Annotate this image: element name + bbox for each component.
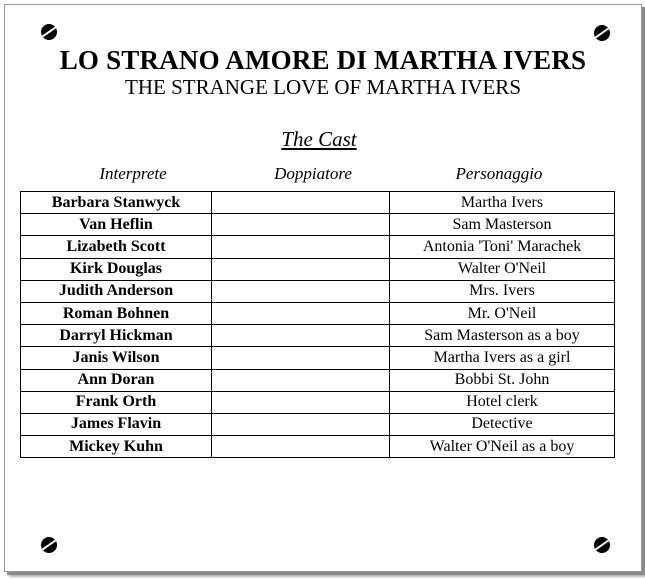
column-header-personaggio: Personaggio: [455, 164, 543, 183]
dubber-cell: [212, 192, 390, 214]
dubber-cell: [212, 347, 390, 369]
cast-plaque: [4, 4, 642, 572]
actor-cell: Mickey Kuhn: [21, 436, 212, 458]
actor-cell: Van Heflin: [21, 214, 212, 236]
actor-cell: Barbara Stanwyck: [21, 192, 212, 214]
column-header-interprete: Interprete: [99, 164, 167, 183]
actor-cell: Janis Wilson: [21, 347, 212, 369]
character-cell: Walter O'Neil: [390, 258, 615, 280]
actor-cell: Judith Anderson: [21, 280, 212, 302]
screw-icon: [41, 537, 57, 553]
table-row: [21, 236, 615, 258]
dubber-cell: [212, 258, 390, 280]
actor-cell: Darryl Hickman: [21, 325, 212, 347]
dubber-cell: [212, 236, 390, 258]
actor-cell: Ann Doran: [21, 369, 212, 391]
dubber-cell: [212, 325, 390, 347]
actor-cell: Roman Bohnen: [21, 302, 212, 324]
character-cell: Antonia 'Toni' Marachek: [390, 236, 615, 258]
table-row: [21, 192, 615, 214]
table-row: [21, 302, 615, 324]
dubber-cell: [212, 369, 390, 391]
character-cell: Martha Ivers as a girl: [390, 347, 615, 369]
table-row: [21, 369, 615, 391]
italian-title: LO STRANO AMORE DI MARTHA IVERS: [59, 45, 587, 75]
screw-icon: [41, 24, 57, 40]
dubber-cell: [212, 413, 390, 435]
cast-heading: The Cast: [281, 127, 357, 151]
character-cell: Bobbi St. John: [390, 369, 615, 391]
screw-icon: [594, 537, 610, 553]
column-header-doppiatore: Doppiatore: [274, 164, 352, 183]
table-row: [21, 347, 615, 369]
character-cell: Detective: [390, 413, 615, 435]
english-title: THE STRANGE LOVE OF MARTHA IVERS: [125, 75, 521, 99]
character-cell: Walter O'Neil as a boy: [390, 436, 615, 458]
dubber-cell: [212, 391, 390, 413]
actor-cell: Frank Orth: [21, 391, 212, 413]
character-cell: Sam Masterson: [390, 214, 615, 236]
character-cell: Mrs. Ivers: [390, 280, 615, 302]
actor-cell: Lizabeth Scott: [21, 236, 212, 258]
dubber-cell: [212, 214, 390, 236]
table-row: [21, 258, 615, 280]
screw-icon: [594, 25, 610, 41]
table-row: [21, 280, 615, 302]
table-row: [21, 325, 615, 347]
actor-cell: James Flavin: [21, 413, 212, 435]
table-row: [21, 436, 615, 458]
table-row: [21, 413, 615, 435]
character-cell: Sam Masterson as a boy: [390, 325, 615, 347]
dubber-cell: [212, 302, 390, 324]
dubber-cell: [212, 436, 390, 458]
character-cell: Martha Ivers: [390, 192, 615, 214]
character-cell: Mr. O'Neil: [390, 302, 615, 324]
table-row: [21, 214, 615, 236]
cast-table-body: [21, 192, 615, 458]
table-row: [21, 391, 615, 413]
character-cell: Hotel clerk: [390, 391, 615, 413]
dubber-cell: [212, 280, 390, 302]
cast-table: [20, 191, 615, 458]
actor-cell: Kirk Douglas: [21, 258, 212, 280]
